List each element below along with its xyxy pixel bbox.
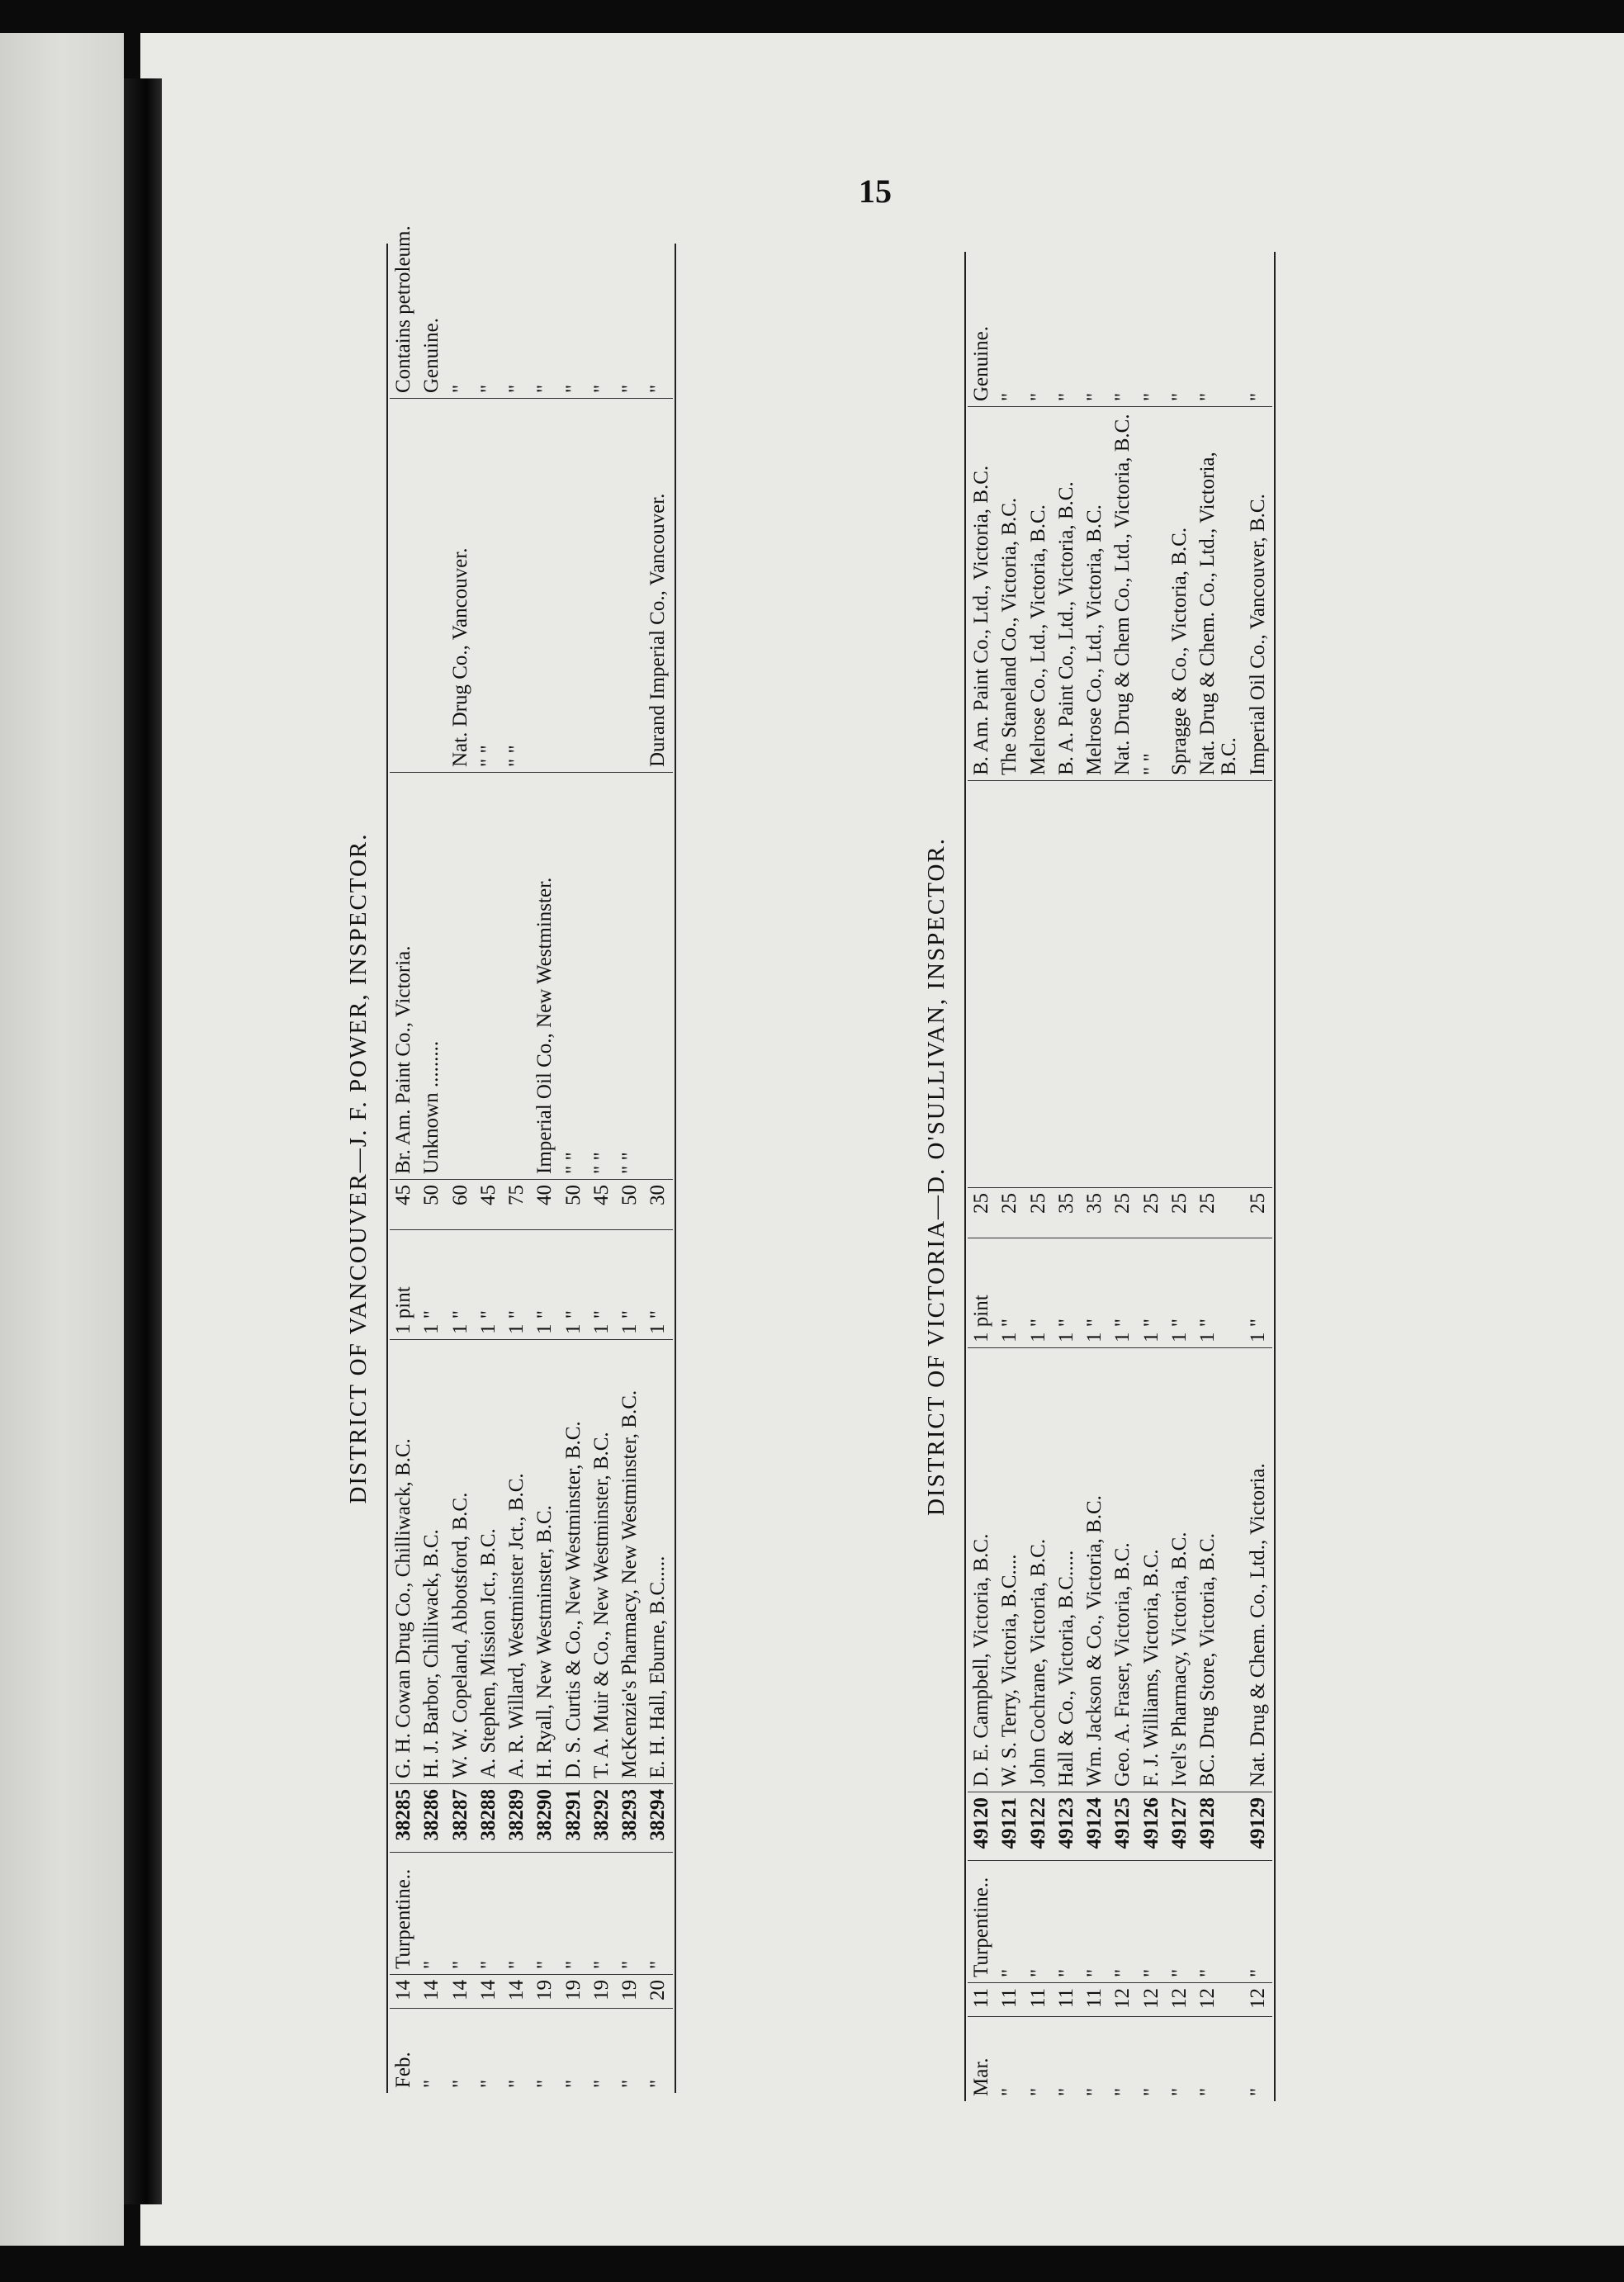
day-cell: 19 — [560, 1975, 588, 2009]
day-cell: 14 — [418, 1975, 446, 2009]
price-cell: 25 — [1025, 1188, 1053, 1238]
vendor-cell: T. A. Muir & Co., New Westminster, B.C. — [588, 1340, 616, 1784]
price-cell: 45 — [588, 1180, 616, 1230]
manufacturer-cell — [1109, 781, 1137, 1188]
supplier-cell: B. A. Paint Co., Ltd., Victoria, B.C. — [1053, 407, 1081, 781]
month-cell: " — [1138, 2017, 1166, 2102]
price-cell: 25 — [1138, 1188, 1166, 1238]
month-cell: " — [418, 2009, 446, 2094]
day-cell: 19 — [616, 1975, 644, 2009]
sample-number-cell: 49125 — [1109, 1792, 1137, 1861]
manufacturer-cell — [1166, 781, 1194, 1188]
table-row — [418, 140, 446, 2093]
day-cell: 11 — [968, 1983, 996, 2017]
table-bottom-rule — [675, 244, 676, 2093]
table-row — [475, 140, 503, 2093]
vendor-cell: G. H. Cowan Drug Co., Chilliwack, B.C. — [390, 1340, 418, 1784]
supplier-cell: Durand Imperial Co., Vancouver. — [644, 399, 672, 773]
vendor-cell: D. E. Campbell, Victoria, B.C. — [968, 1348, 996, 1792]
quantity-cell: 1 " — [1194, 1238, 1244, 1348]
supplier-cell — [616, 399, 644, 773]
vendor-cell: Hall & Co., Victoria, B.C..... — [1053, 1348, 1081, 1792]
month-cell: " — [1166, 2017, 1194, 2102]
manufacturer-cell: " " — [588, 773, 616, 1180]
month-cell: " — [1053, 2017, 1081, 2102]
table-row — [503, 140, 531, 2093]
price-cell: 25 — [968, 1188, 996, 1238]
sample-number-cell: 38286 — [418, 1784, 446, 1853]
quantity-cell: 1 " — [1244, 1238, 1272, 1348]
quantity-cell: 1 " — [1166, 1238, 1194, 1348]
day-cell: 14 — [475, 1975, 503, 2009]
result-cell: " — [1139, 392, 1162, 401]
table-row — [1194, 149, 1244, 2101]
supplier-cell: Melrose Co., Ltd., Victoria, B.C. — [1025, 407, 1053, 781]
table-row — [1109, 149, 1137, 2101]
manufacturer-cell: Imperial Oil Co., New Westminster. — [531, 773, 559, 1180]
quantity-cell: 1 " — [996, 1238, 1024, 1348]
quantity-cell: 1 " — [1053, 1238, 1081, 1348]
table-row — [996, 149, 1024, 2101]
manufacturer-cell — [644, 773, 672, 1180]
vendor-cell: John Cochrane, Victoria, B.C. — [1025, 1348, 1053, 1792]
day-cell: 20 — [644, 1975, 672, 2009]
day-cell: 11 — [1053, 1983, 1081, 2017]
quantity-cell: 1 " — [418, 1230, 446, 1340]
day-cell: 14 — [447, 1975, 475, 2009]
manufacturer-cell: Unknown ......... — [418, 773, 446, 1180]
sample-number-cell: 49122 — [1025, 1792, 1053, 1861]
article-cell: " — [644, 1853, 672, 1975]
day-cell: 19 — [588, 1975, 616, 2009]
vendor-cell: BC. Drug Store, Victoria, B.C. — [1194, 1348, 1244, 1792]
result-cell: " — [1026, 392, 1049, 401]
supplier-cell: Spragge & Co., Victoria, B.C. — [1166, 407, 1194, 781]
table-row — [1138, 149, 1166, 2101]
vendor-cell: D. S. Curtis & Co., New Westminster, B.C. — [560, 1340, 588, 1784]
vendor-cell: E. H. Hall, Eburne, B.C..... — [644, 1340, 672, 1784]
result-cell: " — [1167, 392, 1191, 401]
vendor-cell: H. J. Barbor, Chilliwack, B.C. — [418, 1340, 446, 1784]
price-cell: 30 — [644, 1180, 672, 1230]
manufacturer-cell — [1025, 781, 1053, 1188]
month-cell: " — [1109, 2017, 1137, 2102]
month-cell: Feb. — [390, 2009, 418, 2094]
supplier-cell: Imperial Oil Co., Vancouver, B.C. — [1244, 407, 1272, 781]
vendor-cell: A. Stephen, Mission Jct., B.C. — [475, 1340, 503, 1784]
result-cell: " — [1054, 392, 1077, 401]
article-cell: " — [616, 1853, 644, 1975]
vendor-cell: A. R. Willard, Westminster Jct., B.C. — [503, 1340, 531, 1784]
month-cell: " — [475, 2009, 503, 2094]
quantity-cell: 1 " — [560, 1230, 588, 1340]
manufacturer-cell — [1081, 781, 1109, 1188]
vancouver-table — [390, 140, 673, 2093]
article-cell: " — [531, 1853, 559, 1975]
supplier-cell — [560, 399, 588, 773]
sample-number-cell: 49129 — [1244, 1792, 1272, 1861]
result-cell: Genuine. — [420, 318, 443, 393]
sample-number-cell: 38293 — [616, 1784, 644, 1853]
month-cell: " — [447, 2009, 475, 2094]
sample-number-cell: 38291 — [560, 1784, 588, 1853]
manufacturer-cell — [447, 773, 475, 1180]
quantity-cell: 1 " — [447, 1230, 475, 1340]
month-cell: " — [503, 2009, 531, 2094]
result-cell: " — [533, 384, 556, 393]
supplier-cell: Nat. Drug & Chem Co., Ltd., Victoria, B.C. — [1109, 407, 1137, 781]
supplier-cell: " " — [1138, 407, 1166, 781]
supplier-cell — [531, 399, 559, 773]
section-title: DISTRICT OF VICTORIA—D. O'SULLIVAN, INSPECTOR. — [923, 836, 949, 1517]
result-cell: " — [1111, 392, 1134, 401]
article-cell: " — [1166, 1861, 1194, 1983]
result-cell: " — [1196, 392, 1219, 401]
vancouver-section — [345, 225, 834, 2093]
result-cell: " — [448, 384, 471, 393]
quantity-cell: 1 " — [1025, 1238, 1053, 1348]
manufacturer-cell — [968, 781, 996, 1188]
quantity-cell: 1 pint — [390, 1230, 418, 1340]
price-cell: 25 — [1109, 1188, 1137, 1238]
day-cell: 14 — [390, 1975, 418, 2009]
month-cell: " — [616, 2009, 644, 2094]
vendor-cell: H. Ryall, New Westminster, B.C. — [531, 1340, 559, 1784]
table-row — [1053, 149, 1081, 2101]
quantity-cell: 1 " — [616, 1230, 644, 1340]
manufacturer-cell — [503, 773, 531, 1180]
result-cell: " — [505, 384, 528, 393]
sample-number-cell: 49126 — [1138, 1792, 1166, 1861]
table-row — [531, 140, 559, 2093]
article-cell: " — [560, 1853, 588, 1975]
month-cell: " — [1025, 2017, 1053, 2102]
article-cell: Turpentine.. — [390, 1853, 418, 1975]
result-cell: " — [1083, 392, 1106, 401]
day-cell: 11 — [996, 1983, 1024, 2017]
article-cell: " — [1081, 1861, 1109, 1983]
price-cell: 40 — [531, 1180, 559, 1230]
result-cell: " — [618, 384, 641, 393]
vendor-cell: Geo. A. Fraser, Victoria, B.C. — [1109, 1348, 1137, 1792]
result-cell: " — [998, 392, 1021, 401]
sample-number-cell: 38288 — [475, 1784, 503, 1853]
article-cell: " — [1138, 1861, 1166, 1983]
quantity-cell: 1 " — [588, 1230, 616, 1340]
supplier-cell: Nat. Drug & Chem. Co., Ltd., Victoria, B.C. — [1194, 407, 1244, 781]
result-cell: " — [1246, 392, 1269, 401]
day-cell: 12 — [1244, 1983, 1272, 2017]
article-cell: Turpentine.. — [968, 1861, 996, 1983]
result-cell: Contains petroleum. — [392, 225, 414, 393]
quantity-cell: 1 " — [1081, 1238, 1109, 1348]
month-cell: " — [560, 2009, 588, 2094]
sample-number-cell: 49128 — [1194, 1792, 1244, 1861]
quantity-cell: 1 " — [1138, 1238, 1166, 1348]
table-row — [1025, 149, 1053, 2101]
supplier-cell — [418, 399, 446, 773]
manufacturer-cell — [1244, 781, 1272, 1188]
day-cell: 14 — [503, 1975, 531, 2009]
supplier-cell — [390, 399, 418, 773]
vendor-cell: Ivel's Pharmacy, Victoria, B.C. — [1166, 1348, 1194, 1792]
day-cell: 12 — [1194, 1983, 1244, 2017]
day-cell: 11 — [1081, 1983, 1109, 2017]
supplier-cell: The Staneland Co., Victoria, B.C. — [996, 407, 1024, 781]
month-cell: " — [644, 2009, 672, 2094]
manufacturer-cell: Br. Am. Paint Co., Victoria. — [390, 773, 418, 1180]
sample-number-cell: 38287 — [447, 1784, 475, 1853]
quantity-cell: 1 pint — [968, 1238, 996, 1348]
article-cell: " — [418, 1853, 446, 1975]
article-cell: " — [447, 1853, 475, 1975]
month-cell: Mar. — [968, 2017, 996, 2102]
table-row — [1081, 149, 1109, 2101]
vendor-cell: Wm. Jackson & Co., Victoria, B.C. — [1081, 1348, 1109, 1792]
price-cell: 50 — [616, 1180, 644, 1230]
page-number: 15 — [859, 173, 892, 210]
day-cell: 12 — [1138, 1983, 1166, 2017]
table-row — [644, 140, 672, 2093]
quantity-cell: 1 " — [1109, 1238, 1137, 1348]
result-cell: " — [476, 384, 500, 393]
price-cell: 25 — [996, 1188, 1024, 1238]
manufacturer-cell: " " — [560, 773, 588, 1180]
sample-number-cell: 38285 — [390, 1784, 418, 1853]
supplier-cell: B. Am. Paint Co., Ltd., Victoria, B.C. — [968, 407, 996, 781]
table-row — [560, 140, 588, 2093]
result-cell: " — [589, 384, 613, 393]
section-title: DISTRICT OF VANCOUVER—J. F. POWER, INSPECTOR. — [345, 832, 372, 1504]
manufacturer-cell — [475, 773, 503, 1180]
price-cell: 25 — [1166, 1188, 1194, 1238]
sample-number-cell: 49120 — [968, 1792, 996, 1861]
month-cell: " — [1244, 2017, 1272, 2102]
supplier-cell: Melrose Co., Ltd., Victoria, B.C. — [1081, 407, 1109, 781]
day-cell: 12 — [1109, 1983, 1137, 2017]
supplier-cell: " " — [475, 399, 503, 773]
sample-number-cell: 38289 — [503, 1784, 531, 1853]
table-bottom-rule — [1274, 252, 1276, 2101]
sample-number-cell: 49127 — [1166, 1792, 1194, 1861]
sample-number-cell: 38292 — [588, 1784, 616, 1853]
price-cell: 75 — [503, 1180, 531, 1230]
supplier-cell: Nat. Drug Co., Vancouver. — [447, 399, 475, 773]
month-cell: " — [1194, 2017, 1244, 2102]
article-cell: " — [1194, 1861, 1244, 1983]
article-cell: " — [1053, 1861, 1081, 1983]
sample-number-cell: 38294 — [644, 1784, 672, 1853]
price-cell: 60 — [447, 1180, 475, 1230]
table-row — [968, 149, 996, 2101]
manufacturer-cell — [1053, 781, 1081, 1188]
manufacturer-cell — [1138, 781, 1166, 1188]
article-cell: " — [996, 1861, 1024, 1983]
vendor-cell: W. S. Terry, Victoria, B.C.... — [996, 1348, 1024, 1792]
article-cell: " — [1025, 1861, 1053, 1983]
table-row — [447, 140, 475, 2093]
vendor-cell: McKenzie's Pharmacy, New Westminster, B.C. — [616, 1340, 644, 1784]
day-cell: 19 — [531, 1975, 559, 2009]
article-cell: " — [503, 1853, 531, 1975]
article-cell: " — [475, 1853, 503, 1975]
month-cell: " — [531, 2009, 559, 2094]
facing-page-edge — [0, 33, 124, 2246]
day-cell: 11 — [1025, 1983, 1053, 2017]
sample-number-cell: 49124 — [1081, 1792, 1109, 1861]
article-cell: " — [1109, 1861, 1137, 1983]
quantity-cell: 1 " — [475, 1230, 503, 1340]
vendor-cell: W. W. Copeland, Abbotsford, B.C. — [447, 1340, 475, 1784]
price-cell: 50 — [418, 1180, 446, 1230]
supplier-cell — [588, 399, 616, 773]
book-spine — [124, 78, 162, 2204]
vendor-cell: Nat. Drug & Chem. Co., Ltd., Victoria. — [1244, 1348, 1272, 1792]
sample-number-cell: 38290 — [531, 1784, 559, 1853]
table-row — [616, 140, 644, 2093]
article-cell: " — [1244, 1861, 1272, 1983]
manufacturer-cell: " " — [616, 773, 644, 1180]
month-cell: " — [588, 2009, 616, 2094]
price-cell: 50 — [560, 1180, 588, 1230]
price-cell: 35 — [1053, 1188, 1081, 1238]
table-top-rule — [964, 252, 966, 2101]
result-cell: " — [561, 384, 585, 393]
quantity-cell: 1 " — [644, 1230, 672, 1340]
table-row — [1244, 149, 1272, 2101]
quantity-cell: 1 " — [531, 1230, 559, 1340]
vendor-cell: F. J. Williams, Victoria, B.C. — [1138, 1348, 1166, 1792]
victoria-table — [968, 149, 1272, 2101]
table-top-rule — [386, 244, 388, 2093]
table-row — [390, 140, 418, 2093]
article-cell: " — [588, 1853, 616, 1975]
manufacturer-cell — [996, 781, 1024, 1188]
price-cell: 45 — [390, 1180, 418, 1230]
price-cell: 35 — [1081, 1188, 1109, 1238]
price-cell: 25 — [1244, 1188, 1272, 1238]
table-row — [588, 140, 616, 2093]
result-cell: Genuine. — [970, 326, 992, 401]
sample-number-cell: 49121 — [996, 1792, 1024, 1861]
manufacturer-cell — [1194, 781, 1244, 1188]
result-cell: " — [646, 384, 670, 393]
victoria-section — [925, 252, 1453, 2101]
sample-number-cell: 49123 — [1053, 1792, 1081, 1861]
supplier-cell: " " — [503, 399, 531, 773]
month-cell: " — [996, 2017, 1024, 2102]
table-row — [1166, 149, 1194, 2101]
quantity-cell: 1 " — [503, 1230, 531, 1340]
price-cell: 45 — [475, 1180, 503, 1230]
month-cell: " — [1081, 2017, 1109, 2102]
day-cell: 12 — [1166, 1983, 1194, 2017]
price-cell: 25 — [1194, 1188, 1244, 1238]
